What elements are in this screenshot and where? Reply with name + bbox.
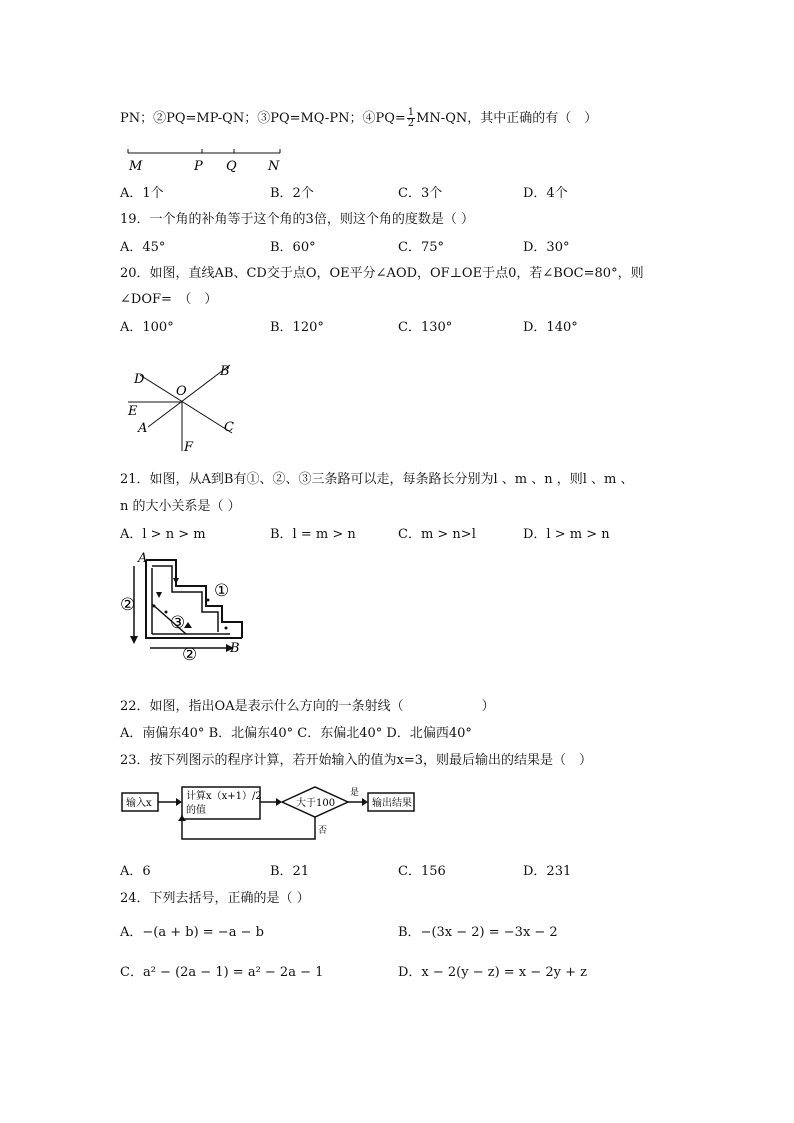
- q22-options: A．南偏东40° B．北偏东40° C．东偏北40° D．北偏西40°: [120, 726, 472, 741]
- q20-stem-line2: ∠DOF= （ ）: [120, 292, 218, 307]
- q18-fraction: [407, 108, 415, 129]
- q21-option-d: D．l > m > n: [523, 527, 610, 542]
- label-m: M: [129, 159, 143, 174]
- label-f: F: [184, 440, 194, 455]
- label-o: O: [176, 384, 187, 399]
- q18-option-d: D．4个: [523, 186, 568, 201]
- label-circle-2-left: ②: [120, 595, 136, 615]
- q20-option-d: D．140°: [523, 320, 578, 335]
- q21-option-b: B．l = m > n: [270, 527, 356, 542]
- q21-option-a: A．l > n > m: [120, 527, 206, 542]
- q19-stem: 19．一个角的补角等于这个角的3倍，则这个角的度数是（ ）: [120, 212, 474, 227]
- flow-yes: 是: [350, 788, 360, 798]
- q22-stem: 22．如图，指出OA是表示什么方向的一条射线（ ）: [120, 699, 495, 714]
- q18-stem-part-b: MN-QN，其中正确的有（ ）: [416, 111, 598, 126]
- flow-condition: 大于100: [296, 798, 336, 809]
- q20-stem-line1: 20．如图，直线AB、CD交于点O，OE平分∠AOD，OF⊥OE于点0，若∠BOC=80°，则: [120, 266, 644, 281]
- label-n: N: [268, 159, 280, 174]
- flow-input-label: 输入x: [126, 798, 152, 809]
- label-a: A: [138, 551, 148, 566]
- q20-option-c: C．130°: [398, 320, 453, 335]
- q23-option-c: C．156: [398, 864, 446, 879]
- q21-option-c: C．m > n>l: [398, 527, 476, 542]
- q18-option-b: B．2个: [270, 186, 314, 201]
- q21-path-figure: [118, 548, 258, 665]
- label-circle-1: ①: [214, 581, 230, 601]
- flow-no: 否: [318, 826, 328, 836]
- q20-option-a: A．100°: [120, 320, 174, 335]
- q24-option-a: A．−(a + b) = −a − b: [120, 925, 264, 940]
- label-q: Q: [226, 159, 237, 174]
- label-a: A: [138, 421, 148, 436]
- q19-option-b: B．60°: [270, 240, 316, 255]
- q23-stem: 23．按下列图示的程序计算，若开始输入的值为x=3，则最后输出的结果是（ ）: [120, 753, 593, 768]
- q24-option-c: C．a² − (2a − 1) = a² − 2a − 1: [120, 965, 324, 980]
- q24-option-b: B．−(3x − 2) = −3x − 2: [398, 925, 558, 940]
- q21-stem-line1: 21．如图，从A到B有①、②、③三条路可以走，每条路长分别为l 、m 、n ，则l 、m 、: [120, 472, 634, 487]
- q18-option-c: C．3个: [398, 186, 443, 201]
- q24-option-d: D．x − 2(y − z) = x − 2y + z: [398, 965, 587, 980]
- label-circle-2-bottom: ②: [182, 645, 198, 665]
- flow-calc-line2: 的值: [186, 805, 206, 816]
- q18-stem: [120, 108, 597, 129]
- q18-stem-part-a: PN；②PQ=MP-QN；③PQ=MQ-PN；④PQ=: [120, 111, 406, 126]
- q23-option-b: B．21: [270, 864, 310, 879]
- flow-calc-line1: 计算x（x+1）/2: [186, 791, 262, 802]
- q23-option-a: A．6: [120, 864, 151, 879]
- label-d: D: [134, 372, 145, 387]
- q23-flowchart: [120, 785, 420, 845]
- fraction-numerator: 1: [407, 107, 415, 118]
- q19-option-d: D．30°: [523, 240, 570, 255]
- label-p: P: [194, 159, 203, 174]
- q20-option-b: B．120°: [270, 320, 324, 335]
- q19-option-c: C．75°: [398, 240, 444, 255]
- q18-option-a: A．1个: [120, 186, 164, 201]
- flow-output-label: 输出结果: [372, 798, 412, 809]
- label-b: B: [220, 364, 230, 379]
- q18-segment-figure: [120, 145, 290, 175]
- q20-angle-figure: [120, 355, 250, 455]
- q21-stem-line2: n 的大小关系是（ ）: [120, 499, 241, 514]
- label-circle-3: ③: [170, 613, 186, 633]
- q23-option-d: D．231: [523, 864, 572, 879]
- q24-stem: 24．下列去括号，正确的是（ ）: [120, 891, 310, 906]
- label-c: C: [224, 420, 234, 435]
- label-e: E: [128, 404, 138, 419]
- label-b: B: [230, 641, 240, 656]
- q19-option-a: A．45°: [120, 240, 166, 255]
- fraction-denominator: 2: [407, 118, 415, 129]
